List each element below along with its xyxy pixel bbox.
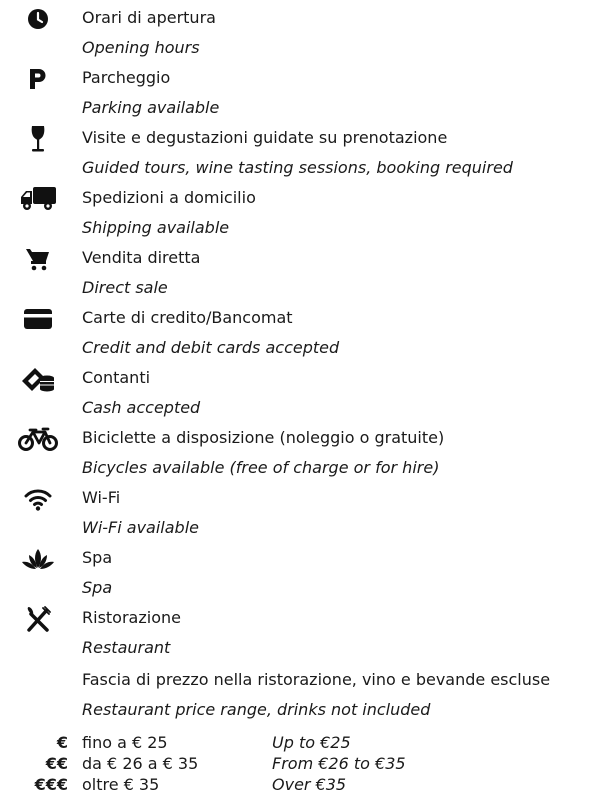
legend-item-cash <box>0 363 601 423</box>
item-label-it: Orari di apertura <box>82 8 216 27</box>
item-label-it: Spedizioni a domicilio <box>82 188 256 207</box>
item-label-it: Contanti <box>82 368 151 387</box>
legend-item-parking <box>0 63 601 123</box>
price-label-en: Up to €25 <box>272 733 351 752</box>
price-label-it: oltre € 35 <box>82 775 160 794</box>
price-symbol: €€ <box>45 754 68 773</box>
credit-card-icon <box>16 303 60 335</box>
lotus-icon <box>16 543 60 575</box>
price-row <box>0 774 601 796</box>
clock-icon <box>16 3 60 35</box>
price-symbol: € <box>56 733 68 752</box>
price-label-it: da € 26 a € 35 <box>82 754 199 773</box>
legend-item-opening-hours <box>0 3 601 63</box>
legend-item-restaurant <box>0 603 601 663</box>
wifi-icon <box>16 483 60 515</box>
item-label-en: Shipping available <box>82 218 230 237</box>
item-label-en: Opening hours <box>82 38 200 57</box>
cutlery-icon <box>16 603 60 635</box>
legend-item-cards <box>0 303 601 363</box>
item-label-it: Ristorazione <box>82 608 181 627</box>
item-label-en: Guided tours, wine tasting sessions, booking required <box>82 158 513 177</box>
wine-glass-icon <box>16 123 60 155</box>
truck-icon <box>16 183 60 215</box>
legend-item-guided-tours <box>0 123 601 183</box>
price-row <box>0 753 601 775</box>
legend-item-direct-sale <box>0 243 601 303</box>
item-label-it: Wi-Fi <box>82 488 121 507</box>
price-label-en: Over €35 <box>272 775 347 794</box>
item-label-en: Credit and debit cards accepted <box>82 338 340 357</box>
item-label-en: Spa <box>82 578 113 597</box>
cart-icon <box>16 243 60 275</box>
legend-item-bicycles <box>0 423 601 483</box>
parking-icon <box>16 63 60 95</box>
legend-item-shipping <box>0 183 601 243</box>
item-label-en: Cash accepted <box>82 398 201 417</box>
item-label-it: Parcheggio <box>82 68 171 87</box>
item-label-it: Biciclette a disposizione (noleggio o gratuite) <box>82 428 445 447</box>
legend-item-wifi <box>0 483 601 543</box>
cash-icon <box>16 363 60 395</box>
bicycle-icon <box>16 423 60 455</box>
price-row <box>0 732 601 754</box>
item-label-it: Spa <box>82 548 113 567</box>
price-label-en: From €26 to €35 <box>272 754 406 773</box>
item-label-en: Bicycles available (free of charge or for hire) <box>82 458 440 477</box>
legend-item-spa <box>0 543 601 603</box>
item-label-en: Wi-Fi available <box>82 518 199 537</box>
price-symbol: €€€ <box>34 775 68 794</box>
item-label-en: Direct sale <box>82 278 168 297</box>
price-range-heading <box>0 665 601 725</box>
item-label-en: Parking available <box>82 98 220 117</box>
item-label-en: Restaurant <box>82 638 171 657</box>
price-label-it: fino a € 25 <box>82 733 168 752</box>
item-label-it: Vendita diretta <box>82 248 201 267</box>
item-label-it: Carte di credito/Bancomat <box>82 308 293 327</box>
price-range-title-en: Restaurant price range, drinks not included <box>82 700 431 719</box>
price-range-title-it: Fascia di prezzo nella ristorazione, vino e bevande escluse <box>82 670 551 689</box>
item-label-it: Visite e degustazioni guidate su prenotazione <box>82 128 448 147</box>
